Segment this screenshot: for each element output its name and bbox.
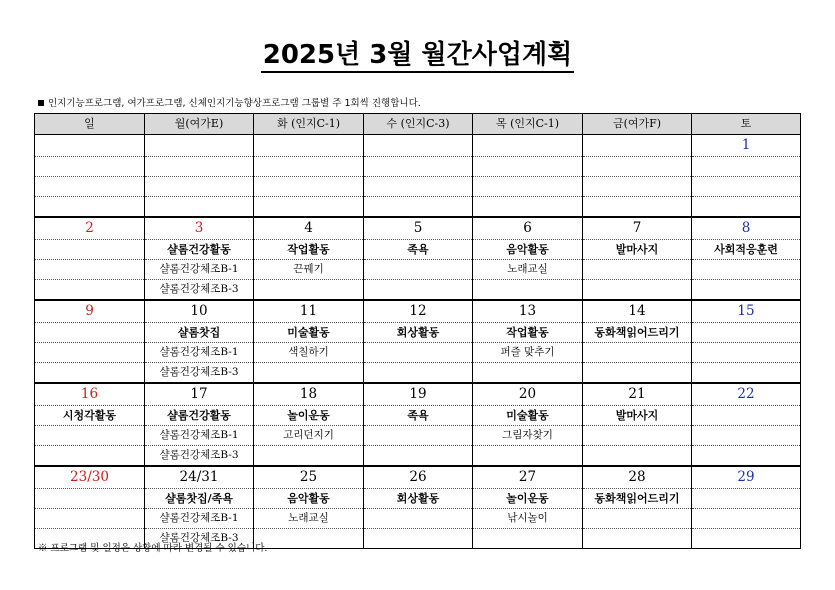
- header-friday: 금(여가F): [583, 114, 692, 135]
- activity-cell-wednesday: [364, 363, 473, 384]
- activity-cell-saturday: [692, 363, 801, 384]
- week-2-date-row: [35, 217, 801, 240]
- page-title: 2025년 3월 월간사업계획: [0, 34, 835, 71]
- activity-cell-tuesday: 색칠하기: [254, 343, 364, 363]
- program-cell-thursday: 작업활동: [473, 323, 583, 343]
- program-cell-sunday: [35, 323, 145, 343]
- activity-cell-tuesday: 끈꿰기: [254, 260, 364, 280]
- activity-cell-sunday: [35, 343, 145, 363]
- activity-cell-friday: [583, 260, 692, 280]
- program-cell-friday: 발마사지: [583, 240, 692, 260]
- activity-cell-thursday: 그림자찾기: [473, 426, 583, 446]
- program-cell-sunday: [35, 157, 145, 177]
- date-cell-monday: [145, 135, 254, 157]
- activity-cell-tuesday: [254, 280, 364, 301]
- date-cell-sunday: 16: [35, 383, 145, 406]
- date-cell-friday: [583, 135, 692, 157]
- week-2-activity-row: [35, 280, 801, 301]
- program-cell-thursday: 음악활동: [473, 240, 583, 260]
- activity-cell-thursday: [473, 197, 583, 218]
- week-4-date-row: [35, 383, 801, 406]
- activity-cell-monday: 샬롬건강체조B-1: [145, 509, 254, 529]
- program-cell-saturday: [692, 323, 801, 343]
- program-cell-saturday: 사회적응훈련: [692, 240, 801, 260]
- activity-cell-tuesday: 고리던지기: [254, 426, 364, 446]
- week-3-date-row: [35, 300, 801, 323]
- activity-cell-friday: [583, 509, 692, 529]
- activity-cell-wednesday: [364, 343, 473, 363]
- program-cell-wednesday: 족욕: [364, 406, 473, 426]
- program-note: [38, 95, 421, 109]
- activity-cell-thursday: 퍼즐 맞추기: [473, 343, 583, 363]
- date-cell-friday: 7: [583, 217, 692, 240]
- program-cell-tuesday: 놀이운동: [254, 406, 364, 426]
- calendar-header-row: [35, 114, 801, 135]
- activity-cell-monday: 샬롬건강체조B-3: [145, 446, 254, 467]
- week-4-program-row: [35, 406, 801, 426]
- date-cell-thursday: 13: [473, 300, 583, 323]
- activity-cell-saturday: [692, 509, 801, 529]
- program-cell-saturday: [692, 406, 801, 426]
- date-cell-wednesday: 5: [364, 217, 473, 240]
- activity-cell-saturday: [692, 177, 801, 197]
- program-cell-wednesday: 족욕: [364, 240, 473, 260]
- date-cell-monday: 3: [145, 217, 254, 240]
- activity-cell-tuesday: [254, 197, 364, 218]
- program-cell-friday: [583, 157, 692, 177]
- activity-cell-saturday: [692, 280, 801, 301]
- program-cell-wednesday: 회상활동: [364, 489, 473, 509]
- week-4-activity-row: [35, 446, 801, 467]
- activity-cell-friday: [583, 363, 692, 384]
- activity-cell-sunday: [35, 260, 145, 280]
- date-cell-saturday: 15: [692, 300, 801, 323]
- date-cell-thursday: 20: [473, 383, 583, 406]
- program-cell-wednesday: [364, 157, 473, 177]
- program-cell-sunday: 시청각활동: [35, 406, 145, 426]
- activity-cell-monday: 샬롬건강체조B-1: [145, 260, 254, 280]
- activity-cell-saturday: [692, 446, 801, 467]
- activity-cell-saturday: [692, 343, 801, 363]
- date-cell-friday: 28: [583, 466, 692, 489]
- activity-cell-saturday: [692, 260, 801, 280]
- activity-cell-sunday: [35, 509, 145, 529]
- activity-cell-wednesday: [364, 280, 473, 301]
- activity-cell-tuesday: [254, 363, 364, 384]
- program-cell-friday: 발마사지: [583, 406, 692, 426]
- week-2-program-row: [35, 240, 801, 260]
- date-cell-thursday: 6: [473, 217, 583, 240]
- date-cell-friday: 14: [583, 300, 692, 323]
- program-cell-friday: 동화책읽어드리기: [583, 489, 692, 509]
- monthly-calendar: [34, 113, 801, 549]
- activity-cell-monday: 샬롬건강체조B-3: [145, 529, 254, 549]
- activity-cell-thursday: [473, 446, 583, 467]
- program-cell-monday: 샬롬찻집: [145, 323, 254, 343]
- date-cell-saturday: 22: [692, 383, 801, 406]
- week-1-activity-row: [35, 197, 801, 218]
- activity-cell-saturday: [692, 197, 801, 218]
- date-cell-saturday: 29: [692, 466, 801, 489]
- date-cell-thursday: [473, 135, 583, 157]
- activity-cell-wednesday: [364, 509, 473, 529]
- activity-cell-tuesday: 노래교실: [254, 509, 364, 529]
- calendar-body: [35, 135, 801, 549]
- header-sunday: 일: [35, 114, 145, 135]
- header-saturday: 토: [692, 114, 801, 135]
- week-5-activity-row: [35, 509, 801, 529]
- week-3-activity-row: [35, 343, 801, 363]
- activity-cell-friday: [583, 529, 692, 549]
- activity-cell-thursday: [473, 363, 583, 384]
- program-cell-monday: 샬롬건강활동: [145, 406, 254, 426]
- date-cell-tuesday: [254, 135, 364, 157]
- date-cell-thursday: 27: [473, 466, 583, 489]
- header-wednesday: 수 (인지C-3): [364, 114, 473, 135]
- program-cell-tuesday: 미술활동: [254, 323, 364, 343]
- week-3-program-row: [35, 323, 801, 343]
- program-cell-friday: 동화책읽어드리기: [583, 323, 692, 343]
- date-cell-tuesday: 25: [254, 466, 364, 489]
- activity-cell-wednesday: [364, 177, 473, 197]
- date-cell-monday: 17: [145, 383, 254, 406]
- activity-cell-wednesday: [364, 197, 473, 218]
- activity-cell-monday: [145, 197, 254, 218]
- footnote: ※ 프로그램 및 일정은 상황에 따라 변경될 수 있습니다.: [38, 543, 268, 554]
- date-cell-wednesday: 19: [364, 383, 473, 406]
- week-1-activity-row: [35, 177, 801, 197]
- activity-cell-monday: 샬롬건강체조B-1: [145, 426, 254, 446]
- activity-cell-wednesday: [364, 446, 473, 467]
- program-cell-thursday: 미술활동: [473, 406, 583, 426]
- program-cell-saturday: [692, 157, 801, 177]
- week-1-date-row: [35, 135, 801, 157]
- date-cell-tuesday: 4: [254, 217, 364, 240]
- program-cell-sunday: [35, 240, 145, 260]
- activity-cell-sunday: [35, 426, 145, 446]
- program-cell-monday: [145, 157, 254, 177]
- date-cell-friday: 21: [583, 383, 692, 406]
- activity-cell-friday: [583, 343, 692, 363]
- date-cell-wednesday: 26: [364, 466, 473, 489]
- program-cell-tuesday: 음악활동: [254, 489, 364, 509]
- program-cell-monday: 샬롬찻집/족욕: [145, 489, 254, 509]
- square-bullet-icon: [38, 100, 44, 106]
- activity-cell-tuesday: [254, 529, 364, 549]
- activity-cell-sunday: [35, 197, 145, 218]
- week-4-activity-row: [35, 426, 801, 446]
- activity-cell-sunday: [35, 363, 145, 384]
- activity-cell-monday: 샬롬건강체조B-1: [145, 343, 254, 363]
- date-cell-sunday: 9: [35, 300, 145, 323]
- date-cell-sunday: 23/30: [35, 466, 145, 489]
- activity-cell-wednesday: [364, 260, 473, 280]
- activity-cell-wednesday: [364, 426, 473, 446]
- program-cell-thursday: [473, 157, 583, 177]
- activity-cell-friday: [583, 426, 692, 446]
- activity-cell-saturday: [692, 426, 801, 446]
- program-cell-tuesday: 작업활동: [254, 240, 364, 260]
- date-cell-tuesday: 18: [254, 383, 364, 406]
- date-cell-wednesday: [364, 135, 473, 157]
- date-cell-saturday: 1: [692, 135, 801, 157]
- date-cell-sunday: [35, 135, 145, 157]
- program-cell-tuesday: [254, 157, 364, 177]
- date-cell-monday: 10: [145, 300, 254, 323]
- program-cell-monday: 샬롬건강활동: [145, 240, 254, 260]
- activity-cell-tuesday: [254, 446, 364, 467]
- activity-cell-friday: [583, 446, 692, 467]
- activity-cell-thursday: [473, 177, 583, 197]
- week-5-date-row: [35, 466, 801, 489]
- program-cell-sunday: [35, 489, 145, 509]
- header-tuesday: 화 (인지C-1): [254, 114, 364, 135]
- date-cell-saturday: 8: [692, 217, 801, 240]
- activity-cell-friday: [583, 280, 692, 301]
- program-cell-wednesday: 회상활동: [364, 323, 473, 343]
- activity-cell-thursday: 낚시놀이: [473, 509, 583, 529]
- activity-cell-thursday: [473, 529, 583, 549]
- activity-cell-sunday: [35, 280, 145, 301]
- date-cell-monday: 24/31: [145, 466, 254, 489]
- activity-cell-sunday: [35, 177, 145, 197]
- activity-cell-monday: 샬롬건강체조B-3: [145, 363, 254, 384]
- activity-cell-wednesday: [364, 529, 473, 549]
- week-2-activity-row: [35, 260, 801, 280]
- week-5-program-row: [35, 489, 801, 509]
- program-note-text: 인지기능프로그램, 여가프로그램, 신체인지기능향상프로그램 그룹별 주 1회씩 진행합니다.: [48, 98, 421, 109]
- activity-cell-saturday: [692, 529, 801, 549]
- activity-cell-friday: [583, 177, 692, 197]
- activity-cell-thursday: 노래교실: [473, 260, 583, 280]
- date-cell-tuesday: 11: [254, 300, 364, 323]
- week-1-program-row: [35, 157, 801, 177]
- week-3-activity-row: [35, 363, 801, 384]
- header-monday: 월(여가E): [145, 114, 254, 135]
- date-cell-wednesday: 12: [364, 300, 473, 323]
- header-thursday: 목 (인지C-1): [473, 114, 583, 135]
- activity-cell-tuesday: [254, 177, 364, 197]
- activity-cell-sunday: [35, 446, 145, 467]
- program-cell-saturday: [692, 489, 801, 509]
- activity-cell-monday: [145, 177, 254, 197]
- activity-cell-friday: [583, 197, 692, 218]
- program-cell-thursday: 놀이운동: [473, 489, 583, 509]
- activity-cell-monday: 샬롬건강체조B-3: [145, 280, 254, 301]
- activity-cell-thursday: [473, 280, 583, 301]
- date-cell-sunday: 2: [35, 217, 145, 240]
